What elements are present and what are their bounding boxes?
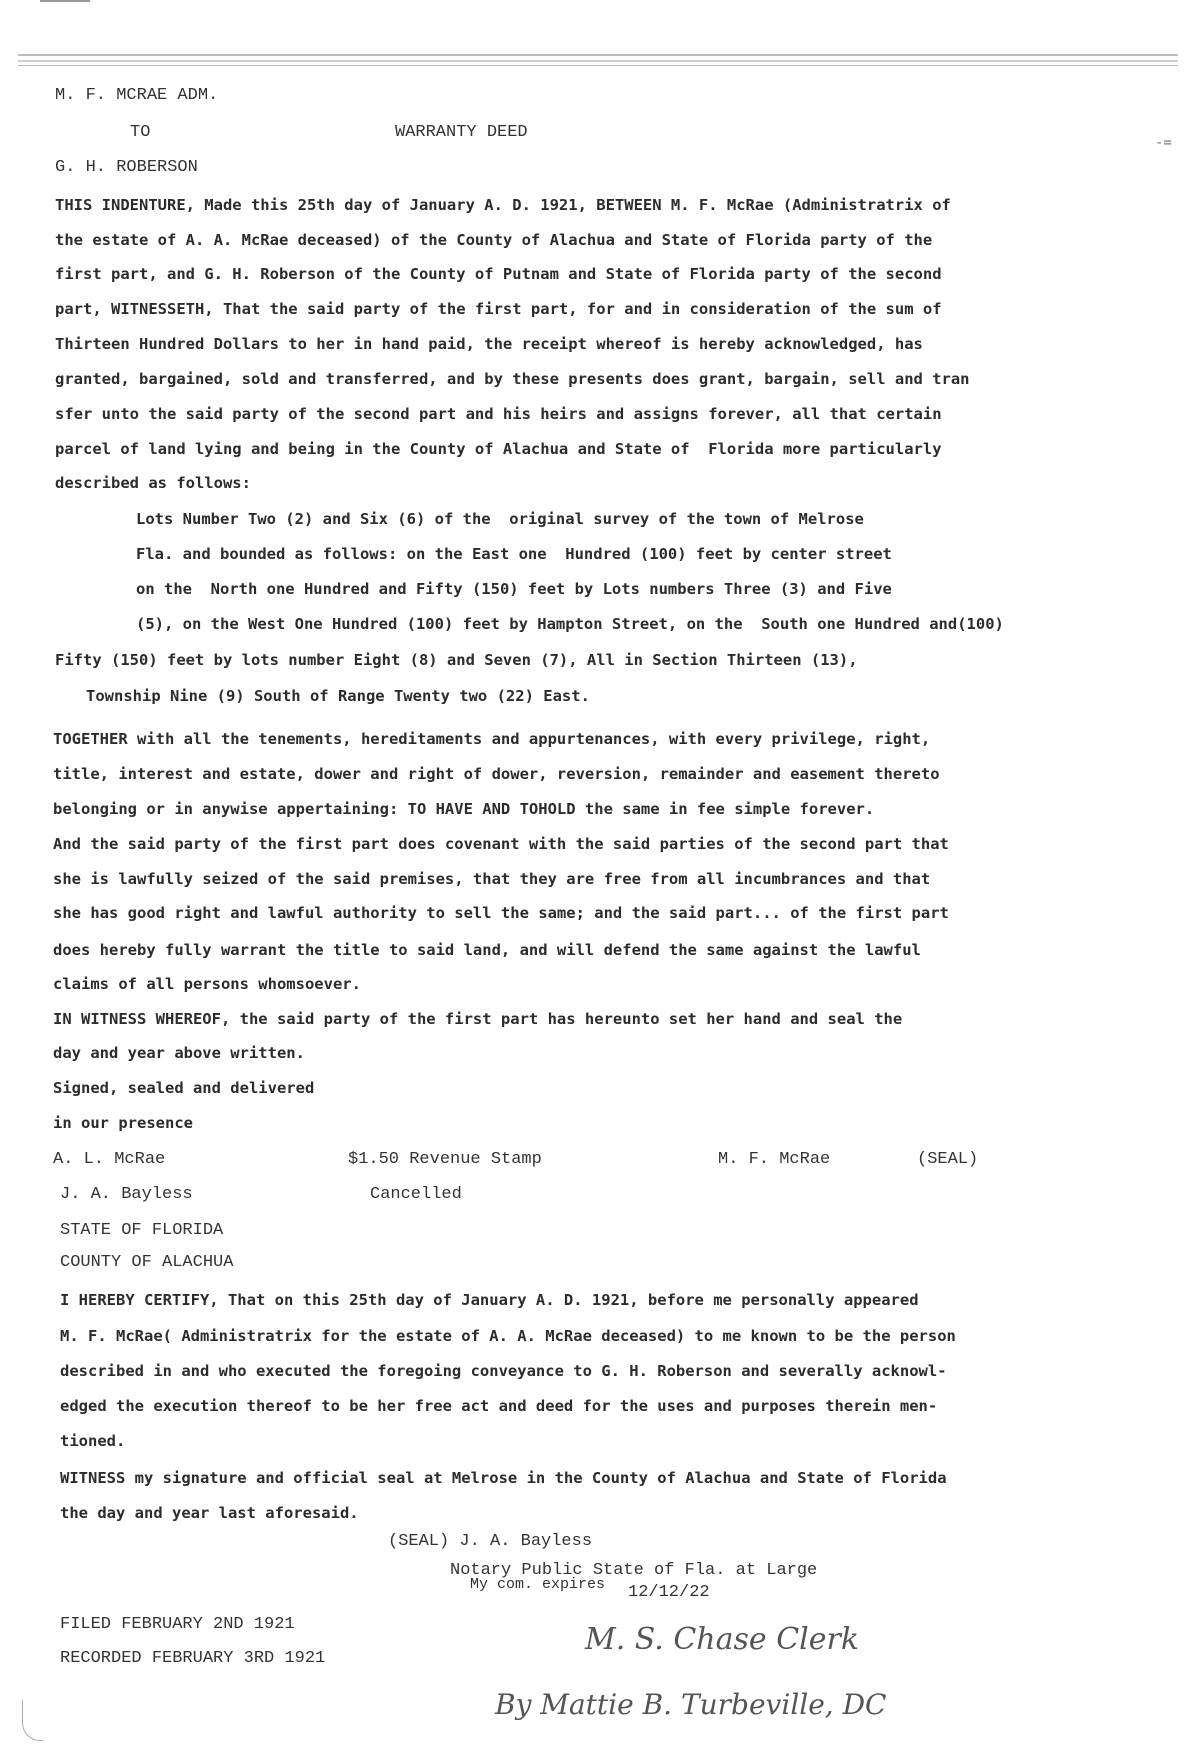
filed-date: FILED FEBRUARY 2ND 1921 (60, 1615, 295, 1634)
witness-name: J. A. Bayless (60, 1185, 193, 1204)
description-line: Fla. and bounded as follows: on the East one Hundred (100) feet by center street (136, 545, 892, 563)
grantor-heading: M. F. MCRAE ADM. (55, 86, 219, 105)
top-rule (18, 54, 1178, 56)
deputy-clerk-signature: By Mattie B. Turbeville, DC (495, 1688, 887, 1721)
signer-name: M. F. McRae (718, 1150, 831, 1169)
acknowledgment-line: I HEREBY CERTIFY, That on this 25th day of January A. D. 1921, before me personally appeared (60, 1291, 919, 1309)
witness-name: A. L. McRae (53, 1150, 166, 1169)
body-line: first part, and G. H. Roberson of the County of Putnam and State of Florida party of the second (55, 265, 942, 283)
body-line: Thirteen Hundred Dollars to her in hand paid, the receipt whereof is hereby acknowledged, has (55, 335, 923, 353)
body-line: belonging or in anywise appertaining: TO HAVE AND TOHOLD the same in fee simple forever. (53, 800, 875, 818)
grantee-heading: G. H. ROBERSON (55, 158, 198, 177)
acknowledgment-line: described in and who executed the foregoing conveyance to G. H. Roberson and severally acknowl- (60, 1362, 947, 1380)
description-line: Township Nine (9) South of Range Twenty two (22) East. (86, 687, 590, 705)
clerk-signature: M. S. Chase Clerk (585, 1622, 860, 1657)
notary-name: (SEAL) J. A. Bayless (388, 1532, 593, 1551)
description-line: Lots Number Two (2) and Six (6) of the original survey of the town of Melrose (136, 510, 864, 528)
body-line: in our presence (53, 1114, 193, 1132)
body-line: she has good right and lawful authority to sell the same; and the said part... of the first part (53, 904, 949, 922)
acknowledgment-line: tioned. (60, 1432, 126, 1450)
body-line: IN WITNESS WHEREOF, the said party of the first part has hereunto set her hand and seal the (53, 1010, 903, 1028)
body-line: sfer unto the said party of the second part and his heirs and assigns forever, all that certain (55, 405, 942, 423)
document-type-title: WARRANTY DEED (395, 123, 528, 142)
acknowledgment-line: WITNESS my signature and official seal at Melrose in the County of Alachua and State of Florida (60, 1469, 947, 1487)
commission-expiry: 12/12/22 (628, 1583, 710, 1602)
body-line: day and year above written. (53, 1044, 305, 1062)
body-line: claims of all persons whomsoever. (53, 975, 361, 993)
notary-title: Notary Public State of Fla. at Large (450, 1561, 818, 1580)
description-line: on the North one Hundred and Fifty (150) feet by Lots numbers Three (3) and Five (136, 580, 892, 598)
page-edge-curl (22, 1700, 43, 1741)
page-corner-mark (40, 0, 90, 2)
recorded-date: RECORDED FEBRUARY 3RD 1921 (60, 1649, 326, 1668)
acknowledgment-line: the day and year last aforesaid. (60, 1504, 359, 1522)
state-heading: STATE OF FLORIDA (60, 1221, 224, 1240)
to-heading: TO (130, 123, 151, 142)
body-line: parcel of land lying and being in the County of Alachua and State of Florida more particularly (55, 440, 942, 458)
body-line: title, interest and estate, dower and right of dower, reversion, remainder and easement thereto (53, 765, 940, 783)
county-heading: COUNTY OF ALACHUA (60, 1253, 234, 1272)
body-line: the estate of A. A. McRae deceased) of the County of Alachua and State of Florida party of the (55, 231, 933, 249)
body-line: she is lawfully seized of the said premises, that they are free from all incumbrances and that (53, 870, 931, 888)
body-line: Signed, sealed and delivered (53, 1079, 315, 1097)
revenue-stamp: $1.50 Revenue Stamp (348, 1150, 542, 1169)
body-line: granted, bargained, sold and transferred, and by these presents does grant, bargain, sell and tran (55, 370, 970, 388)
seal-label: (SEAL) (917, 1150, 979, 1169)
body-line: THIS INDENTURE, Made this 25th day of January A. D. 1921, BETWEEN M. F. McRae (Administratrix of (55, 196, 951, 214)
body-line: And the said party of the first part does covenant with the said parties of the second part that (53, 835, 949, 853)
top-rule-2 (18, 60, 1178, 62)
body-line: part, WITNESSETH, That the said party of the first part, for and in consideration of the sum of (55, 300, 942, 318)
acknowledgment-line: edged the execution thereof to be her free act and deed for the uses and purposes therein men- (60, 1397, 938, 1415)
body-line: TOGETHER with all the tenements, hereditaments and appurtenances, with every privilege, right, (53, 730, 931, 748)
body-line: does hereby fully warrant the title to said land, and will defend the same against the lawful (53, 941, 921, 959)
description-line: Fifty (150) feet by lots number Eight (8) and Seven (7), All in Section Thirteen (13), (55, 651, 858, 669)
acknowledgment-line: M. F. McRae( Administratrix for the estate of A. A. McRae deceased) to me known to be the person (60, 1327, 956, 1345)
commission-label: My com. expires (470, 1576, 606, 1593)
stamp-status: Cancelled (370, 1185, 462, 1204)
body-line: described as follows: (55, 474, 251, 492)
margin-mark: -= (1155, 135, 1172, 151)
top-rule-3 (18, 65, 1178, 66)
description-line: (5), on the West One Hundred (100) feet by Hampton Street, on the South one Hundred and(100) (136, 615, 1004, 633)
